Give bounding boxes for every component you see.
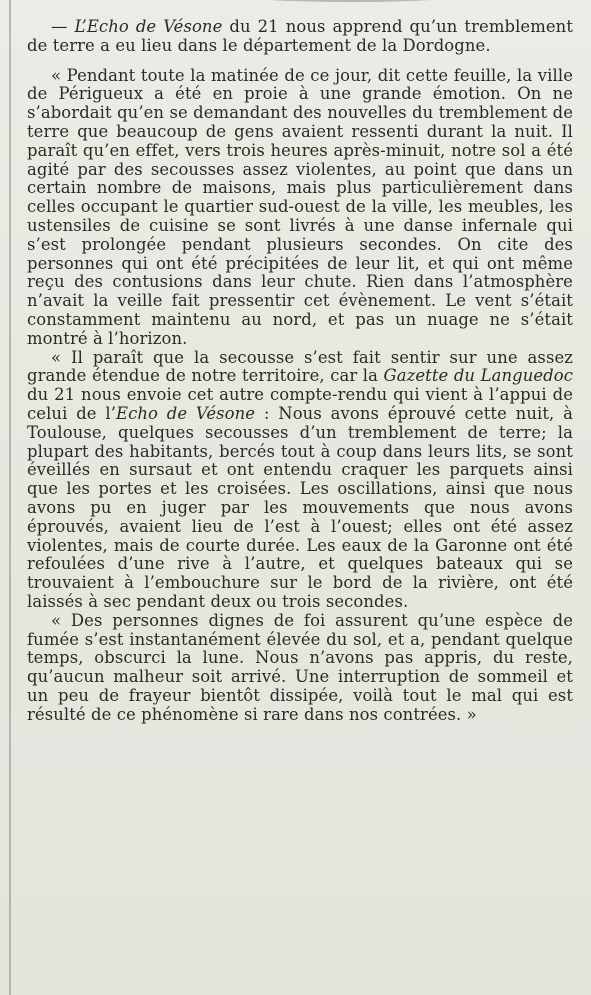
intro-paragraph xyxy=(27,18,573,56)
earthquake-article xyxy=(27,18,573,724)
toulouse-text-c: : Nous avons éprouvé cette nuit, à Toulouse, quelques secousses d’un tremblement de terre; la plupart des habitants, bercés tout à coup dans leurs lits, se sont éveillés en sursaut et ont entendu craquer les parquets ainsi que les portes et les croisées. Les oscillations, ainsi que nous avons pu en juger par les mouvements que nous avons éprouvés, avaient lieu de l’est à l’ouest; elles ont été assez violentes, mais de courte durée. Les eaux de la Garonne ont été refoulées d’une rive à l’autre, et quelques bateaux qui se trouvaient à l’embouchure sur le bord de la rivière, ont été laissés à sec pendant deux ou trois secondes. xyxy=(27,403,573,611)
toulouse-text-a: « Il paraît que la secousse s’est fait sentir sur une assez grande étendue de notre territoire, car la xyxy=(27,347,573,386)
source-gazette-du-languedoc: Gazette du Languedoc xyxy=(383,366,574,386)
intro-lead: — xyxy=(51,17,75,36)
intro-text: du 21 nous apprend qu’un tremblement de terre a eu lieu dans le département de la Dordogne. xyxy=(27,17,574,55)
source-echo-de-vesone-2: Echo de Vésone xyxy=(116,403,256,423)
toulouse-text-b: du 21 nous envoie cet autre compte-rendu qui vient à l’appui de celui de l’ xyxy=(27,385,573,423)
smoke-paragraph: « Des personnes dignes de foi assurent qu’une espèce de fumée s’est instantanément élevée du sol, et a, pendant quelque temps, obscurci la lune. Nous n’avons pas appris, du reste, qu’aucun malheur soit arrivé. Une interruption de sommeil et un peu de frayeur bientôt dissipée, voilà tout le mal qui est résulté de ce phénomène si rare dans nos contrées. » xyxy=(27,610,573,724)
column-rule xyxy=(9,0,11,995)
toulouse-paragraph xyxy=(27,349,573,612)
source-echo-de-vesone: L’Echo de Vésone xyxy=(74,17,223,36)
perigueux-paragraph: « Pendant toute la matinée de ce jour, dit cette feuille, la ville de Périgueux a été en proie à une grande émotion. On ne s’abordait qu’en se demandant des nouvelles du tremblement de terre que beaucoup de gens avaient ressenti durant la nuit. Il paraît qu’en effet, vers trois heures après-minuit, notre sol a été agité par des secousses assez violentes, au point que dans un certain nombre de maisons, mais plus particulièrement dans celles occupant le quartier sud-ouest de la ville, les meubles, les ustensiles de cuisine se sont livrés à une danse infernale qui s’est prolongée pendant plusieurs secondes. On cite des personnes qui ont été précipitées de leur lit, et qui ont même reçu des contusions dans leur chute. Rien dans l’atmosphère n’avait la veille fait pressentir cet évènement. Le vent s’était constamment maintenu au nord, et pas un nuage ne s’était montré à l’horizon. xyxy=(27,65,573,348)
previous-text-fragment xyxy=(250,0,450,2)
